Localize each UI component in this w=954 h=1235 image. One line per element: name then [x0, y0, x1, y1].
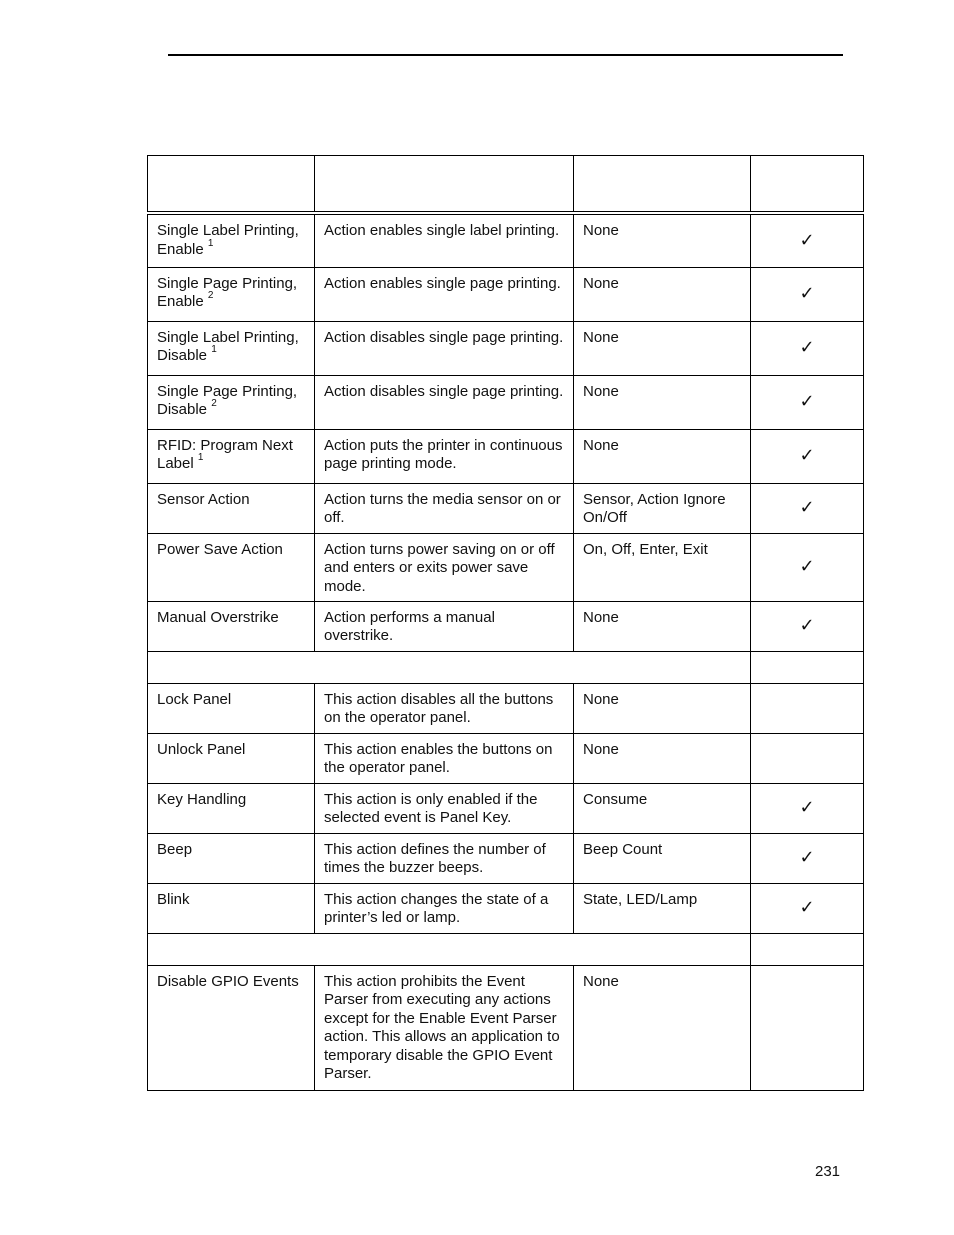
check-mark-icon: ✓ [751, 883, 864, 933]
section-cell [148, 933, 751, 965]
action-name: Manual Overstrike [148, 601, 315, 651]
action-name: Single Page Printing, Enable $^2$ [148, 267, 315, 321]
action-parameters: None [574, 267, 751, 321]
action-parameters: None [574, 429, 751, 483]
action-name: Unlock Panel [148, 733, 315, 783]
action-parameters: None [574, 375, 751, 429]
top-rule [168, 54, 843, 56]
section-row [148, 651, 864, 683]
action-description: This action is only enabled if the selected event is Panel Key. [315, 783, 574, 833]
action-description: Action disables single page printing. [315, 375, 574, 429]
action-parameters: None [574, 213, 751, 267]
action-description: This action prohibits the Event Parser from executing any actions except for the Enable Event Parser action. This allows an application to temporary disable the GPIO Event Parser. [315, 965, 574, 1090]
action-parameters: None [574, 733, 751, 783]
check-mark-icon: ✓ [751, 375, 864, 429]
table-row [148, 601, 864, 651]
action-description: This action changes the state of a printer’s led or lamp. [315, 883, 574, 933]
table-row [148, 683, 864, 733]
action-description: This action defines the number of times the buzzer beeps. [315, 833, 574, 883]
table-row [148, 783, 864, 833]
action-description: Action turns the media sensor on or off. [315, 483, 574, 533]
page-number: 231 [815, 1163, 841, 1180]
action-description: Action performs a manual overstrike. [315, 601, 574, 651]
action-name: Disable GPIO Events [148, 965, 315, 1090]
table-row [148, 733, 864, 783]
action-name: Power Save Action [148, 533, 315, 601]
action-parameters: On, Off, Enter, Exit [574, 533, 751, 601]
table-row [148, 321, 864, 375]
check-mark-icon: ✓ [751, 429, 864, 483]
header-cell [751, 156, 864, 214]
action-parameters: None [574, 321, 751, 375]
action-parameters: Beep Count [574, 833, 751, 883]
actions-table [147, 155, 864, 1091]
action-name: Beep [148, 833, 315, 883]
action-description: Action disables single page printing. [315, 321, 574, 375]
empty-cell [751, 683, 864, 733]
action-name: Single Label Printing, Disable $^1$ [148, 321, 315, 375]
action-description: This action enables the buttons on the operator panel. [315, 733, 574, 783]
action-parameters: Consume [574, 783, 751, 833]
header-cell [148, 156, 315, 214]
action-parameters: None [574, 601, 751, 651]
check-mark-icon: ✓ [751, 483, 864, 533]
section-cell [148, 651, 751, 683]
action-name: Single Page Printing, Disable $^2$ [148, 375, 315, 429]
check-mark-icon: ✓ [751, 601, 864, 651]
action-parameters: Sensor, Action Ignore On/Off [574, 483, 751, 533]
table-row [148, 213, 864, 267]
header-cell [574, 156, 751, 214]
table-row [148, 883, 864, 933]
header-cell [315, 156, 574, 214]
section-cell [751, 933, 864, 965]
check-mark-icon: ✓ [751, 833, 864, 883]
action-parameters: None [574, 965, 751, 1090]
action-description: Action turns power saving on or off and enters or exits power save mode. [315, 533, 574, 601]
check-mark-icon: ✓ [751, 267, 864, 321]
action-parameters: None [574, 683, 751, 733]
action-name: Key Handling [148, 783, 315, 833]
table-row [148, 533, 864, 601]
action-name: Single Label Printing, Enable $^1$ [148, 213, 315, 267]
action-description: Action enables single page printing. [315, 267, 574, 321]
empty-cell [751, 733, 864, 783]
empty-cell [751, 965, 864, 1090]
action-description: Action enables single label printing. [315, 213, 574, 267]
check-mark-icon: ✓ [751, 213, 864, 267]
table-row [148, 833, 864, 883]
table-row [148, 267, 864, 321]
action-name: Blink [148, 883, 315, 933]
table-row [148, 429, 864, 483]
table-row [148, 965, 864, 1090]
section-row [148, 933, 864, 965]
table-row [148, 483, 864, 533]
check-mark-icon: ✓ [751, 533, 864, 601]
check-mark-icon: ✓ [751, 321, 864, 375]
table-row [148, 375, 864, 429]
action-parameters: State, LED/Lamp [574, 883, 751, 933]
section-cell [751, 651, 864, 683]
action-name: RFID: Program Next Label $^1$ [148, 429, 315, 483]
table-header-row [148, 156, 864, 214]
check-mark-icon: ✓ [751, 783, 864, 833]
action-name: Lock Panel [148, 683, 315, 733]
action-description: This action disables all the buttons on the operator panel. [315, 683, 574, 733]
action-name: Sensor Action [148, 483, 315, 533]
action-description: Action puts the printer in continuous page printing mode. [315, 429, 574, 483]
